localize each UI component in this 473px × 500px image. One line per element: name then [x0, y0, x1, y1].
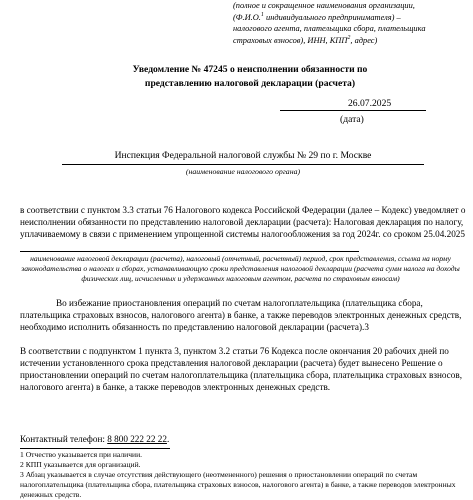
document-title [60, 63, 440, 91]
footnotes [20, 450, 469, 500]
footnote-ref-2: 2 [347, 35, 351, 42]
contact-phone: Контактный телефон: 8 800 222 22 22. [20, 434, 170, 444]
footnote-1: 1 Отчество указывается при наличии. [20, 450, 143, 459]
tax-authority-name: Инспекция Федеральной налоговой службы № 29 по г. Москве [114, 150, 372, 161]
tax-authority-underline [62, 164, 424, 165]
footnote-ref-3: 3 [364, 322, 369, 332]
declaration-hint: наименование налоговой декларации (расчета), налоговый (отчетный, расчетный) период, срок представления, ссылка на норму законодательства о налогах и сборах, устанавливающую сроки представления налоговой декларации (расчета сумм налога на доходы физических лиц, исчисленных и удержанных налоговым агентом, расчета по страховым взносам) [21, 254, 460, 283]
footnote-3: 3 Абзац указывается в случае отсутствия действующего (неотмененного) решения о приостановлении операций по счетам налогоплательщика (плательщика сбора, плательщика страховых взносов, налогового агента) в банке, а также переводов электронных денежных средств. [20, 470, 456, 499]
tax-authority-caption: (наименование налогового органа) [185, 167, 301, 176]
date-caption: (дата) [340, 114, 364, 125]
title-line-1: Уведомление № 47245 о неисполнении обязанности по [132, 64, 368, 75]
notice-paragraph-3: В соответствии с подпунктом 1 пункта 3, пунктом 3.2 статьи 76 Кодекса после окончания 20 рабочих дней по истечении установленного срока представления налоговой декларации (расчета) будет вынесено Решение о приостановлении операций по счетам налогоплательщика (плательщика сбора, плательщика страховых взносов, налогового агента) в банке, а также переводов электронных денежных средств. [20, 346, 462, 392]
footnote-ref-1: 1 [260, 11, 264, 18]
addressee-line-3: налогового агента, плательщика сбора, плательщика [233, 24, 426, 34]
addressee-line-1: (полное и сокращенное наименования организации, [233, 1, 415, 10]
phone-number[interactable]: 8 800 222 22 22 [107, 434, 167, 444]
date-value: 26.07.2025 [348, 98, 392, 109]
notice-paragraph-2: Во избежание приостановления операций по счетам налогоплательщика (плательщика сбора, плательщика страховых взносов, налогового агента) в банке, а также переводов электронных денежных средств, необходимо исполнить обязанность по представлению налоговой декларации (расчета).3 [20, 298, 462, 332]
paragraph-underline [20, 251, 359, 252]
footnote-2: 2 КПП указывается для организаций. [20, 460, 141, 469]
addressee-line-2: (Ф.И.О.$^1$ индивидуального предпринимателя) – [233, 11, 401, 22]
addressee-line-4: страховых взносов), ИНН, КПП$^2$, адрес) [233, 35, 378, 46]
notice-paragraph-1: в соответствии с пунктом 3.3 статьи 76 Налогового кодекса Российской Федерации (далее – Кодекс) уведомляет о неисполнении обязанности по представлению налоговой декларации (расчета): Налоговая декларация по налогу, уплачиваемому в связи с применением упрощенной системы налогообложения за год 2024г. со сроком 25.04.2025 [20, 205, 466, 239]
date-underline [280, 110, 426, 111]
addressee-block [233, 0, 469, 47]
contact-label: Контактный телефон: [20, 434, 108, 444]
footnote-separator [20, 448, 170, 449]
title-line-2: представлению налоговой декларации (расчета) [144, 78, 356, 89]
